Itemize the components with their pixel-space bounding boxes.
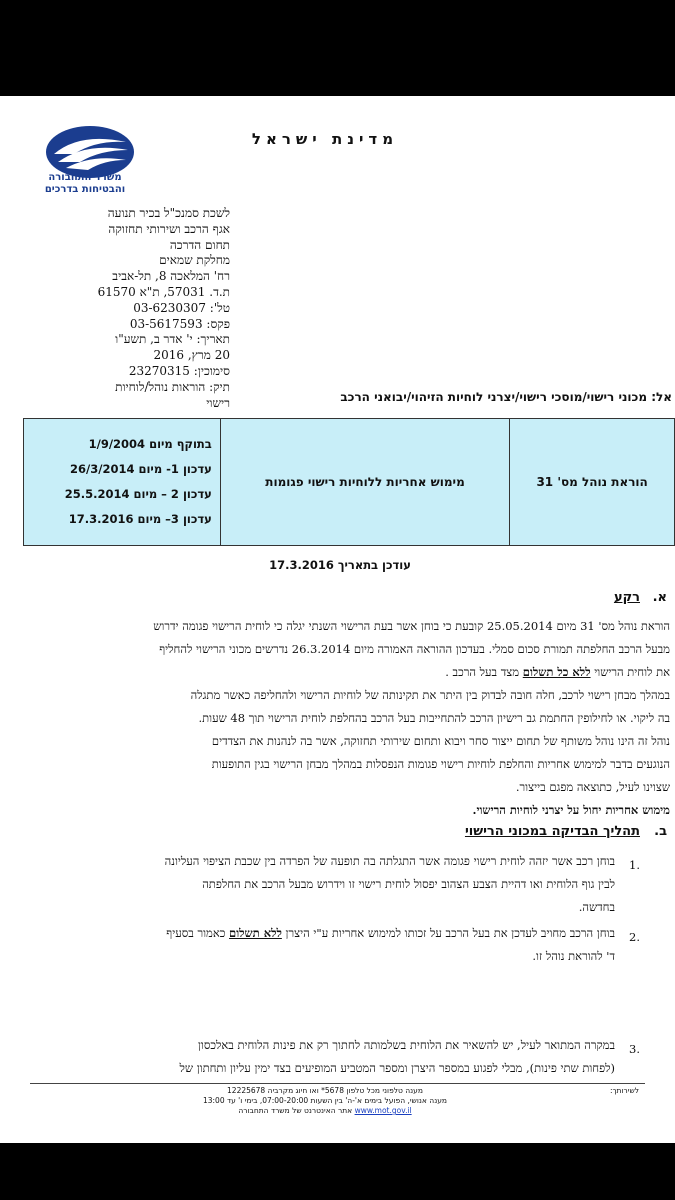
- footer-line: מענה אנושי, הפועל בימים א'-ה' בין השעות 07:00-20:00, בימי ו' עד 13:00: [202, 1096, 447, 1105]
- section-a-closing: מימוש אחריות יחול על יצרני לוחיות הרישוי.: [472, 803, 670, 817]
- address-line: מחלקת שמאים: [159, 253, 230, 268]
- directive-number: הוראת נוהל מס' 31: [510, 419, 675, 546]
- address-line: לשכת סמנכ"ל בכיר תנועה: [107, 206, 230, 220]
- date-line: עדכון 1- מיום 26/3/2014: [70, 462, 212, 476]
- item-number: .2: [629, 930, 640, 944]
- address-line: רח' המלאכה 8, תל-אביב: [112, 269, 230, 284]
- date-line: בתוקף מיום 1/9/2004: [88, 437, 212, 451]
- paragraph-line: לבין גוף הלוחית ואו דהיית הצבע הצהוב יפסול לוחית רישוי זו וידרוש מבעל הרכב את החלפתה: [202, 877, 615, 891]
- footer-line: [120, 1106, 530, 1116]
- paragraph-line: מבעל הרכב החלפתה תמורת סכום סמלי. בעדכון ההוראה האמורה מיום 26.3.2014 נדרשים מכוני הרישוי להחליף: [159, 642, 670, 656]
- address-line: טל': 03-6230307: [133, 300, 230, 315]
- paragraph-line: שצוינו לעיל, כתוצאה מפגם בייצור.: [515, 780, 670, 794]
- paragraph-line: [35, 922, 615, 945]
- footer-divider: [30, 1083, 645, 1084]
- section-b-item-1: [35, 850, 615, 919]
- paragraph-line: במקרה המתואר לעיל, יש להשאיר את הלוחית בשלמותה לחתוך רק את פינות הלוחית באלכסון: [197, 1038, 615, 1052]
- footer-contact: [120, 1086, 530, 1116]
- document-page: [0, 96, 675, 1143]
- paragraph-line: ד' להוראת נוהל זו.: [532, 949, 615, 963]
- paragraph-line: (לפחות שתי פינות), מבלי לפגוע במספר היצרן ומספר המטביע המופיעים בצד ימין עליון ותחתון של: [179, 1061, 615, 1075]
- website-link[interactable]: www.mot.gov.il: [354, 1106, 412, 1115]
- recipients-line: אל: מכוני רישוי/מוסכי רישוי/יצרני לוחיות הזיהוי/יבואני הרכב: [340, 390, 672, 404]
- paragraph-line: במהלך מבחן רישוי לרכב, חלה חובה לבדוק בין היתר את תקינותה של לוחיות הרישוי ולהחליפה כאשר מתגלה: [190, 688, 670, 702]
- logo-caption-line1: משרד התחבורה: [48, 172, 122, 183]
- updated-date-line: עודכן בתאריך 17.3.2016: [269, 558, 411, 572]
- paragraph-line: בוחן רכב אשר יזהה לוחית רישוי פגומה אשר התגלתה בה תופעה של הפרדה בין שכבת הציפוי העליונה: [164, 854, 615, 868]
- address-line: 20 מרץ, 2016: [153, 348, 230, 363]
- logo-caption: [30, 172, 140, 196]
- directive-header-table: [23, 418, 675, 546]
- emphasis-no-charge: ללא תשלום: [229, 926, 282, 940]
- address-line: אגף הרכב ושירותי תחזוקה: [108, 221, 230, 236]
- emphasis-no-charge: ללא כל תשלום: [522, 665, 591, 679]
- address-line: רישוי: [206, 395, 230, 410]
- logo-caption-line2: והבטיחות בדרכים: [44, 184, 126, 195]
- footer-label: לשירותך:: [610, 1086, 640, 1095]
- paragraph-line: נוהל זה הינו נוהל משותף של תחום ייצור סחר ויבוא ותחום שירותי תחזוקה, אשר בה לנהנות את הצדדים: [211, 734, 670, 748]
- address-line: פקס: 03-5617593: [129, 316, 230, 331]
- paragraph-line: בחדשה.: [578, 900, 615, 914]
- section-a-letter: א.: [652, 590, 667, 605]
- section-b-title: תהליך הבדיקה במכוני הרישוי: [464, 824, 640, 839]
- section-a-title: רקע: [613, 590, 640, 605]
- footer-line: מענה טלפוני מכל טלפון 5678* ואו חיוג מקרביה 12225678: [227, 1086, 423, 1095]
- state-title: מדינת ישראל: [251, 130, 399, 148]
- address-line: תיק: הוראות נוהל/לוחיות: [115, 379, 230, 394]
- top-black-bar: [0, 0, 675, 96]
- address-line: תחום הדרכה: [169, 237, 230, 252]
- item-number: .3: [629, 1042, 640, 1056]
- section-b-item-2: [35, 922, 615, 968]
- paragraph-line: הוראת נוהל מס' 31 מיום 25.05.2014 קובעת כי בוחן אשר בעת הרישוי השנתי יגלה כי לוחית הרישוי פגומה ידרוש: [153, 619, 670, 633]
- address-line: סימוכין: 23270315: [128, 363, 230, 378]
- address-line: ת.ד. 57031, ת"א 61570: [97, 284, 230, 299]
- item-number: .1: [629, 858, 640, 872]
- footer-text: אתר האינטרנט של משרד התחבורה: [238, 1106, 355, 1115]
- bottom-black-bar: [0, 1143, 675, 1200]
- paragraph-line: [35, 661, 670, 684]
- address-line: תאריך: י' אדר ב, תשע"ו: [115, 332, 230, 347]
- section-a-body: [35, 615, 670, 822]
- date-line: עדכון 3– מיום 17.3.2016: [68, 512, 212, 526]
- paragraph-text: כאמור בסעיף: [166, 926, 230, 940]
- section-b-letter: ב.: [654, 824, 667, 839]
- directive-subject: מימוש אחריות ללוחיות רישוי פגומות: [220, 419, 509, 546]
- sender-address-block: [40, 206, 230, 411]
- paragraph-line: בה ליקוי. או לחילופין החתמת גב רישיון הרכב להתחייבות בעל הרכב בהחלפת לוחית הרישוי תוך 48 שעות.: [198, 711, 670, 725]
- paragraph-line: הנוגעים בדבר למימוש אחריות והחלפת לוחיות רישוי פגומות הנפסלות במהלך מבחן הרישוי בגין התופעות: [211, 757, 670, 771]
- paragraph-text: מצד בעל הרכב .: [445, 665, 523, 679]
- section-b-item-3: [35, 1034, 615, 1080]
- paragraph-text: בוחן הרכב מחויב לעדכן את בעל הרכב על זכותו למימוש אחריות ע"י היצרן: [281, 926, 615, 940]
- paragraph-text: את לוחית הרישוי: [590, 665, 670, 679]
- date-line: עדכון 2 – מיום 25.5.2014: [64, 487, 212, 501]
- directive-dates: [24, 419, 221, 546]
